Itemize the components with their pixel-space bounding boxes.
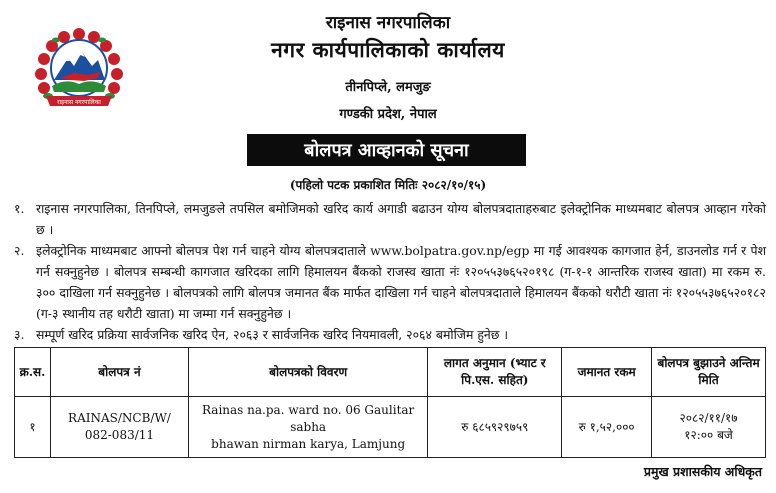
- col-header-bid-no: बोलपत्र नं: [50, 348, 188, 397]
- deadline-date: २०८२/११/१७: [679, 411, 738, 425]
- cell-sn: १: [15, 397, 51, 458]
- table-row: [15, 397, 766, 458]
- col-header-description: बोलपत्रको विवरण: [188, 348, 428, 397]
- bid-no-line-2: 082-083/11: [84, 428, 155, 442]
- paragraph-number: १.: [14, 201, 25, 216]
- deadline-time: १२:०० बजे: [684, 428, 733, 442]
- cell-deadline: [652, 397, 766, 458]
- bid-table: [14, 347, 766, 458]
- cell-cost-estimate: रु ६८५९२९७५९: [428, 397, 562, 458]
- col-header-sn: क्र.स.: [15, 348, 51, 397]
- office-name: नगर कार्यपालिकाको कार्यालय: [271, 37, 505, 62]
- signatory: प्रमुख प्रशासकीय अधिकृत: [643, 464, 762, 479]
- first-published-date: (पहिलो पटक प्रकाशित मितिः २०८२/१०/१५): [289, 178, 487, 192]
- description-line-1: Rainas na.pa. ward no. 06 Gaulitar sabha: [202, 402, 415, 434]
- paragraph-2: [14, 240, 766, 324]
- col-header-bid-security: जमानत रकम: [562, 348, 652, 397]
- col-header-deadline: बोलपत्र बुझाउने अन्तिम मिति: [652, 348, 766, 397]
- municipality-name: राइनास नगरपालिका: [325, 13, 451, 33]
- cell-bid-security: रु १,५२,०००: [562, 397, 652, 458]
- paragraph-number: ३.: [14, 327, 25, 342]
- description-line-2: bhawan nirman karya, Lamjung: [211, 436, 406, 451]
- province-country: गण्डकी प्रदेश, नेपाल: [339, 107, 437, 122]
- notice-body: [14, 198, 766, 345]
- emblem-caption: राइनास नगरपालिका: [57, 99, 101, 106]
- col-header-cost-estimate: लागत अनुमान (भ्याट र पि.एस. सहित): [428, 348, 562, 397]
- paragraph-text: इलेक्ट्रोनिक माध्यमबाट आफ्नो बोलपत्र पेश गर्न चाहने योग्य बोलपत्रदाताले www.bolpatra.gov.np/egp मा गई आवश्यक कागजात हेर्न, डाउनलोड गर्न र पेश गर्न सक्नुहुनेछ । बोलपत्र सम्बन्धी कागजात खरिदका लागि हिमालयन बैंकको राजस्व खाता नंः १२०५५३७६५२०१९८ (ग-१-१ आन्तरिक राजस्व खाता) मा रकम रु. ३०० दाखिला गर्न सक्नुहुनेछ । बोलपत्रको लागि बोलपत्र जमानत बैंक मार्फत दाखिला गर्न चाहने बोलपत्रदाताले हिमालयन बैंकको धरौटी खाता नंः १२०५५३७६५२०१८२ (ग-३ स्थानीय तह धरौटी खाता) मा जम्मा गर्न सक्नुहुनेछ ।: [36, 243, 766, 321]
- cell-description: [188, 397, 428, 458]
- paragraph-3: [14, 324, 766, 345]
- cell-bid-no: [50, 397, 188, 458]
- notice-title: बोलपत्र आव्हानको सूचना: [247, 134, 526, 166]
- paragraph-number: २.: [14, 243, 25, 258]
- paragraph-text: राइनास नगरपालिका, तिनपिप्ले, लमजुङले तपसिल बमोजिमको खरिद कार्य अगाडी बढाउन योग्य बोलपत्रदाताहरुबाट इलेक्ट्रोनिक माध्यमबाट बोलपत्र आव्हान गरेको छ ।: [36, 201, 766, 237]
- table-header-row: [15, 348, 766, 397]
- paragraph-text: सम्पूर्ण खरिद प्रक्रिया सार्वजनिक खरिद ऐन, २०६३ र सार्वजनिक खरिद नियमावली, २०६४ बमोजिम हुनेछ ।: [36, 327, 509, 342]
- bid-no-line-1: RAINAS/NCB/W/: [68, 411, 171, 425]
- office-address: तीनपिप्ले, लमजुङ: [345, 80, 431, 95]
- paragraph-1: [14, 198, 766, 240]
